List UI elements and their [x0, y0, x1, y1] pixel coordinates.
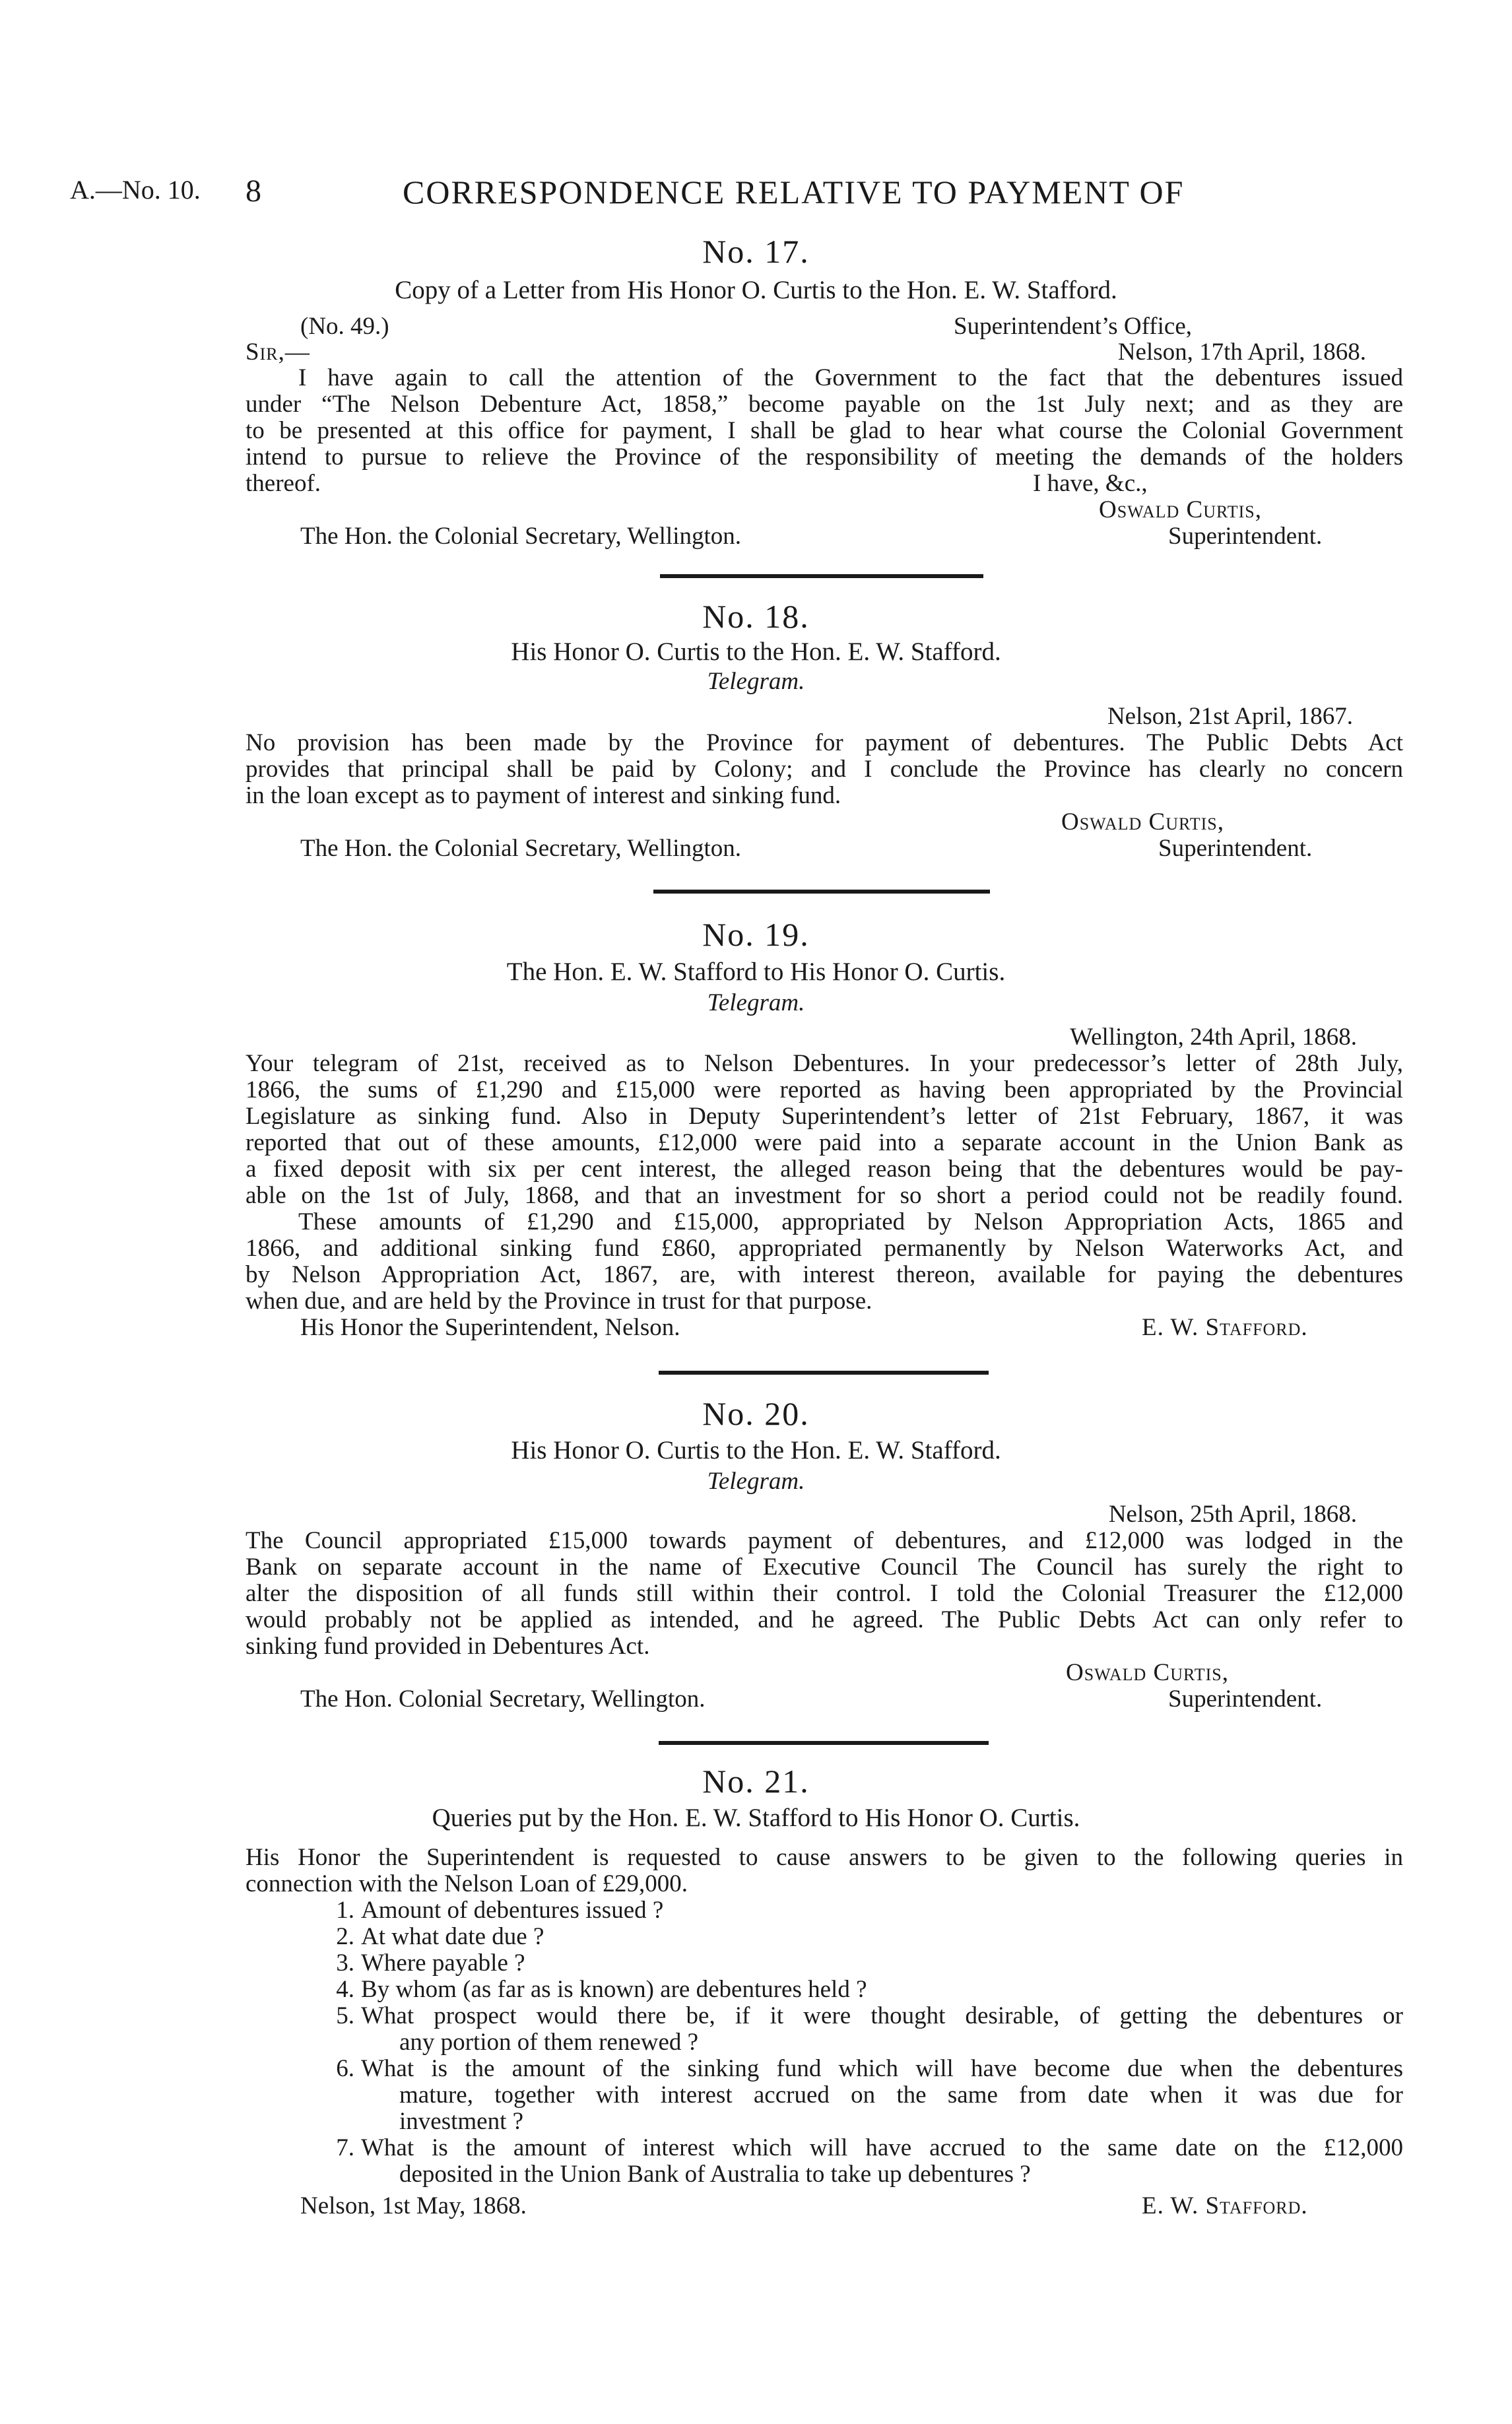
letter-21-intro-last: connection with the Nelson Loan of £29,000. [246, 1870, 688, 1897]
letter-19-body-line: by Nelson Appropriation Act, 1867, are, with interest thereon, available for paying the debentures [246, 1261, 1403, 1288]
letter-19-body-last: when due, and are held by the Province in trust for that purpose. [246, 1288, 872, 1315]
letter-20-body-line: The Council appropriated £15,000 towards payment of debentures, and £12,000 was lodged in the [246, 1527, 1403, 1554]
letter-19-subtitle: The Hon. E. W. Stafford to His Honor O. Curtis. [506, 958, 1006, 986]
letter-17-body-line: I have again to call the attention of the Government to the fact that the debentures issued [298, 364, 1403, 391]
query-number: 2. [336, 1923, 354, 1950]
letter-20-number: No. 20. [702, 1395, 810, 1432]
letter-19-body-line: able on the 1st of July, 1868, and that an investment for so short a period could not be readily found. [246, 1182, 1403, 1209]
letter-17-body-line: under “The Nelson Debenture Act, 1858,” become payable on the 1st July next; and as they are [246, 391, 1403, 418]
query-number: 4. [336, 1976, 354, 2003]
letter-20-signature: Oswald Curtis, [1066, 1659, 1230, 1686]
letter-17-signature-title: Superintendent. [1168, 523, 1323, 550]
letter-17-body-last: thereof. [246, 470, 321, 497]
query-text-continued: deposited in the Union Bank of Australia to take up debentures ? [399, 2161, 1031, 2188]
query-text: By whom (as far as is known) are debentures held ? [361, 1976, 867, 2003]
letter-18-signature-title: Superintendent. [1158, 835, 1313, 862]
letter-19-body-line: 1866, and additional sinking fund £860, appropriated permanently by Nelson Waterworks Act, and [246, 1235, 1403, 1262]
letter-18-body-line: No provision has been made by the Province for payment of debentures. The Public Debts Act [246, 729, 1403, 756]
query-number: 7. [336, 2134, 354, 2161]
letter-20-place-date: Nelson, 25th April, 1868. [1108, 1501, 1357, 1528]
document-reference: A.—No. 10. [70, 175, 201, 205]
letter-20-addressee: The Hon. Colonial Secretary, Wellington. [300, 1686, 706, 1713]
letter-20-kind: Telegram. [707, 1468, 805, 1495]
letter-18-signature: Oswald Curtis, [1061, 808, 1225, 835]
letter-21-place-date: Nelson, 1st May, 1868. [300, 2192, 527, 2219]
section-divider [659, 1741, 989, 1745]
query-item [327, 2003, 1403, 2056]
query-text: Where payable ? [361, 1949, 525, 1977]
letter-17-closing: I have, &c., [1033, 470, 1148, 497]
letter-20-body-line: would probably not be applied as intended, and he agreed. The Public Debts Act can only refer to [246, 1606, 1403, 1633]
query-text: Amount of debentures issued ? [361, 1897, 664, 1924]
letter-17-number: No. 17. [702, 233, 810, 270]
letter-20-body-line: Bank on separate account in the name of Executive Council The Council has surely the right to [246, 1554, 1403, 1581]
query-text: What is the amount of the sinking fund which will have become due when the debentures [361, 2055, 1403, 2082]
letter-19-body-line: 1866, the sums of £1,290 and £15,000 were reported as having been appropriated by the Provincial [246, 1076, 1403, 1103]
letter-19-body-line: Legislature as sinking fund. Also in Deputy Superintendent’s letter of 21st February, 1867, it was [246, 1103, 1403, 1130]
letter-17-signature: Oswald Curtis, [1099, 496, 1263, 523]
letter-17-subtitle: Copy of a Letter from His Honor O. Curtis to the Hon. E. W. Stafford. [395, 276, 1117, 304]
letter-18-subtitle: His Honor O. Curtis to the Hon. E. W. Stafford. [511, 638, 1001, 666]
letter-19-place-date: Wellington, 24th April, 1868. [1070, 1024, 1357, 1051]
letter-20-signature-title: Superintendent. [1168, 1686, 1323, 1713]
letter-21-number: No. 21. [702, 1763, 810, 1800]
letter-18-body-last: in the loan except as to payment of interest and sinking fund. [246, 782, 841, 809]
letter-19-body-line: Your telegram of 21st, received as to Nelson Debentures. In your predecessor’s letter of 28th July, [246, 1050, 1403, 1077]
letter-19-addressee: His Honor the Superintendent, Nelson. [300, 1314, 680, 1341]
section-divider [660, 574, 983, 578]
query-text: What prospect would there be, if it were thought desirable, of getting the debentures or [361, 2002, 1403, 2029]
query-text-continued: any portion of them renewed ? [399, 2029, 699, 2056]
letter-19-kind: Telegram. [707, 989, 805, 1016]
query-item [327, 2135, 1403, 2188]
query-item [327, 2056, 1403, 2135]
letter-18-number: No. 18. [702, 598, 810, 635]
query-text: At what date due ? [361, 1923, 544, 1950]
letter-17-addressee: The Hon. the Colonial Secretary, Wellington. [300, 523, 742, 550]
letter-21-intro-line: His Honor the Superintendent is requested to cause answers to be given to the following queries in [246, 1844, 1403, 1871]
section-divider [653, 890, 990, 894]
letter-17-office: Superintendent’s Office, [954, 313, 1193, 340]
letter-21-subtitle: Queries put by the Hon. E. W. Stafford to His Honor O. Curtis. [432, 1804, 1080, 1832]
letter-20-body-last: sinking fund provided in Debentures Act. [246, 1633, 650, 1660]
letter-19-body-line: These amounts of £1,290 and £15,000, appropriated by Nelson Appropriation Acts, 1865 and [298, 1208, 1403, 1235]
letter-20-subtitle: His Honor O. Curtis to the Hon. E. W. Stafford. [511, 1436, 1001, 1464]
letter-20-body-line: alter the disposition of all funds still within their control. I told the Colonial Treasurer the £12,000 [246, 1580, 1403, 1607]
letter-18-place-date: Nelson, 21st April, 1867. [1107, 703, 1353, 730]
query-number: 1. [336, 1897, 354, 1924]
letter-18-body-line: provides that principal shall be paid by Colony; and I conclude the Province has clearly no concern [246, 756, 1403, 783]
query-number: 6. [336, 2055, 354, 2082]
letter-21-signature: E. W. Stafford. [1142, 2192, 1308, 2219]
letter-18-kind: Telegram. [707, 668, 805, 695]
page-number: 8 [246, 174, 261, 209]
query-text: What is the amount of interest which will have accrued to the same date on the £12,000 [361, 2134, 1403, 2161]
query-text-continued: mature, together with interest accrued on the same from date when it was due for [399, 2081, 1403, 2109]
letter-17-salutation: Sir,— [246, 339, 310, 366]
letter-19-number: No. 19. [702, 916, 810, 953]
letter-17-place-date: Nelson, 17th April, 1868. [1117, 339, 1366, 366]
query-text-continued: investment ? [399, 2108, 524, 2135]
query-number: 3. [336, 1949, 354, 1977]
letter-19-signature: E. W. Stafford. [1142, 1314, 1308, 1341]
section-divider [659, 1371, 989, 1375]
letter-17-body-line: to be presented at this office for payment, I shall be glad to hear what course the Colonial Government [246, 417, 1403, 444]
letter-18-addressee: The Hon. the Colonial Secretary, Wellington. [300, 835, 742, 862]
letter-19-body-line: a fixed deposit with six per cent interest, the alleged reason being that the debentures would be pay- [246, 1156, 1403, 1183]
running-title: CORRESPONDENCE RELATIVE TO PAYMENT OF [403, 174, 1185, 211]
letter-17-body-line: intend to pursue to relieve the Province of the responsibility of meeting the demands of the holders [246, 443, 1403, 471]
letter-19-body-line: reported that out of these amounts, £12,000 were paid into a separate account in the Union Bank as [246, 1129, 1403, 1156]
letter-17-ref: (No. 49.) [300, 313, 389, 340]
query-number: 5. [336, 2002, 354, 2029]
